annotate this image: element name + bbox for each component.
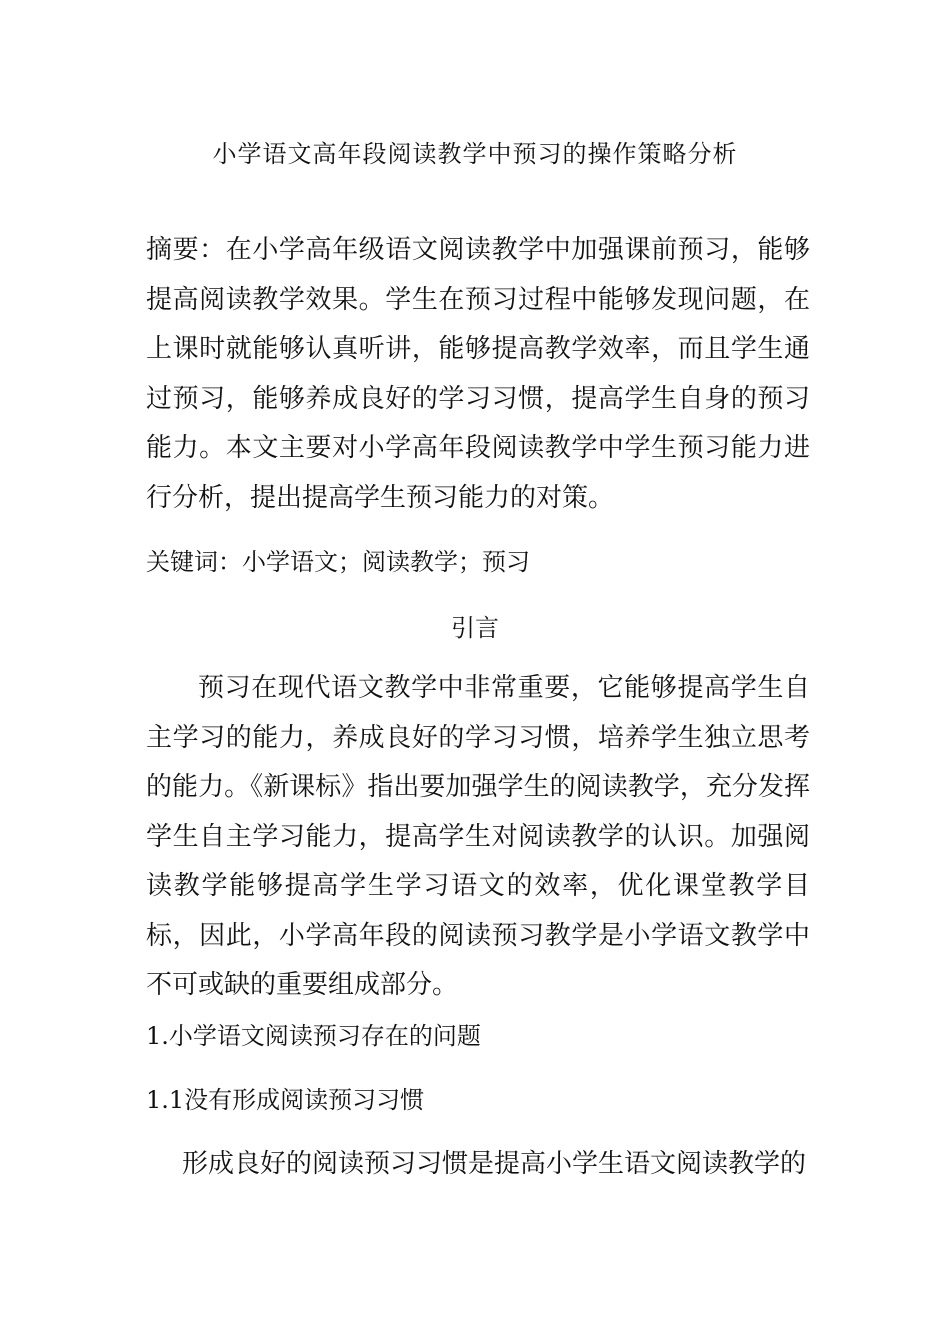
section-1-1-heading: 1.1没有形成阅读预习习惯 [146, 1086, 425, 1114]
document-title: 小学语文高年段阅读教学中预习的操作策略分析 [212, 140, 738, 168]
section-1-1-paragraph: 形成良好的阅读预习习惯是提高小学生语文阅读教学的 [182, 1149, 807, 1179]
intro-heading: 引言 [451, 614, 499, 642]
keywords-line: 关键词：小学语文；阅读教学；预习 [146, 548, 530, 576]
intro-paragraph: 预习在现代语文教学中非常重要，它能够提高学生自主学习的能力，养成良好的学习习惯，培养学生独立思考的能力。《新课标》指出要加强学生的阅读教学，充分发挥学生自主学习能力，提高学生对阅读教学的认识。加强阅读教学能够提高学生学习语文的效率，优化课堂教学目标，因此，小学高年段的阅读预习教学是小学语文教学中不可或缺的重要组成部分。 [146, 673, 810, 1000]
abstract-paragraph: 摘要：在小学高年级语文阅读教学中加强课前预习，能够提高阅读教学效果。学生在预习过程中能够发现问题，在上课时就能够认真听讲，能够提高教学效率，而且学生通过预习，能够养成良好的学习习惯，提高学生自身的预习能力。本文主要对小学高年段阅读教学中学生预习能力进行分析，提出提高学生预习能力的对策。 [146, 235, 810, 513]
section-1-heading: 1.小学语文阅读预习存在的问题 [146, 1022, 481, 1050]
